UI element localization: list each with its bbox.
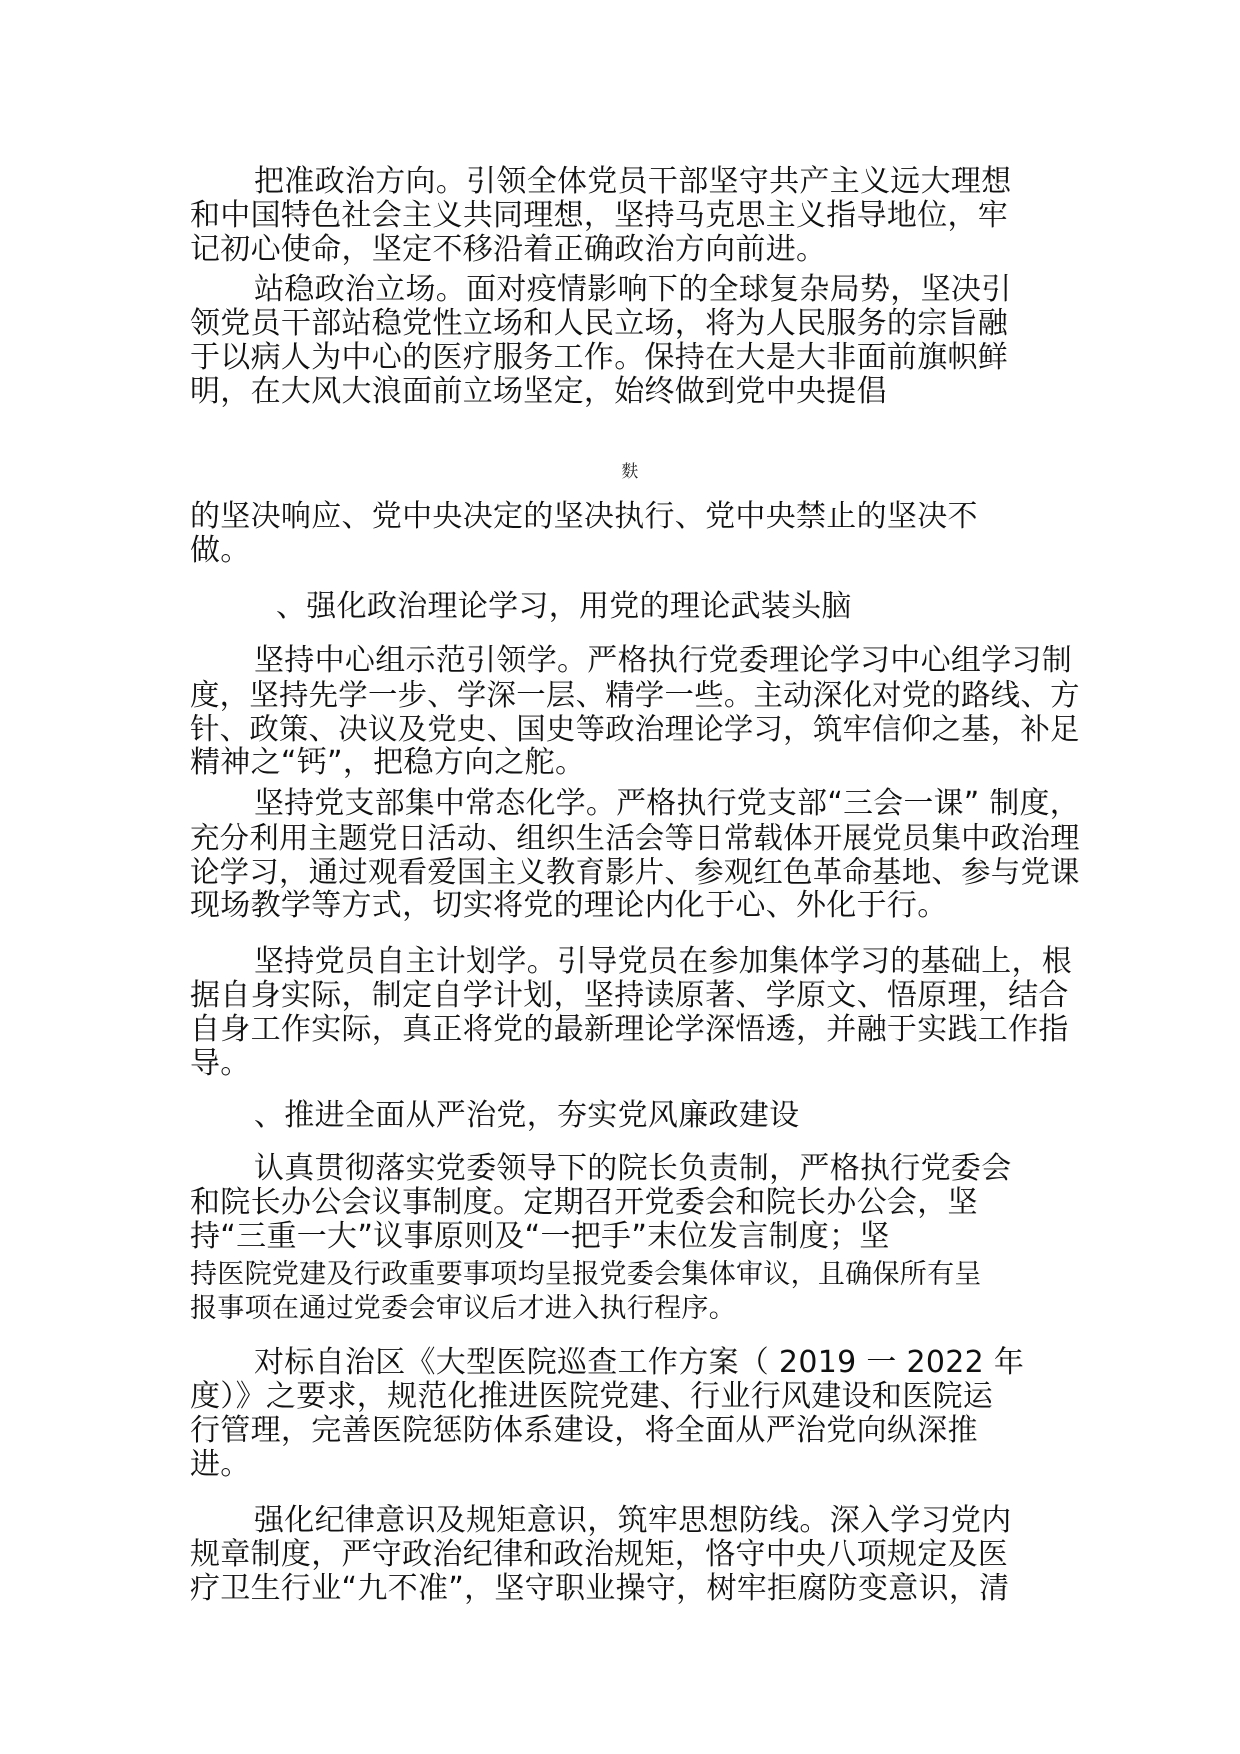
paragraph-line: 领党员干部站稳党性立场和人民立场，将为人民服务的宗旨融 (190, 306, 1009, 341)
paragraph-line: 于以病人为中心的医疗服务工作。保持在大是大非面前旗帜鲜 (190, 340, 1009, 375)
paragraph-line: 充分利用主题党日活动、组织生活会等日常载体开展党员集中政治理 (190, 821, 1080, 855)
paragraph-line: 和院长办公会议事制度。定期召开党委会和院长办公会，坚 (190, 1185, 978, 1220)
section-heading: 、推进全面从严治党，夯实党风廉政建设 (254, 1098, 800, 1133)
paragraph-line: 报事项在通过党委会审议后才进入执行程序。 (190, 1293, 736, 1324)
paragraph-line: 据自身实际，制定自学计划，坚持读原著、学原文、悟原理，结合 (190, 978, 1069, 1013)
paragraph-line: 论学习，通过观看爱国主义教育影片、参观红色革命基地、参与党课 (190, 855, 1080, 889)
paragraph-line: 的坚决响应、党中央决定的坚决执行、党中央禁止的坚决不 (190, 499, 978, 534)
paragraph-line: 记初心使命，坚定不移沿着正确政治方向前进。 (190, 232, 827, 267)
paragraph-line: 进。 (190, 1447, 251, 1482)
paragraph-line: 强化纪律意识及规矩意识，筑牢思想防线。深入学习党内 (254, 1503, 1012, 1538)
paragraph-line: 度）》之要求，规范化推进医院党建、行业行风建设和医院运 (190, 1379, 994, 1414)
paragraph-line: 坚持党支部集中常态化学。严格执行党支部“三会一课” 制度， (254, 786, 1080, 821)
paragraph-line: 度，坚持先学一步、学深一层、精学一些。主动深化对党的路线、方 (190, 678, 1080, 712)
paragraph-line: 自身工作实际，真正将党的最新理论学深悟透，并融于实践工作指 (190, 1012, 1069, 1047)
paragraph-line: 持“三重一大”议事原则及“一把手”末位发言制度；坚 (190, 1219, 890, 1254)
paragraph-line: 认真贯彻落实党委领导下的院长负责制，严格执行党委会 (254, 1151, 1012, 1186)
paragraph-line: 把准政治方向。引领全体党员干部坚守共产主义远大理想 (254, 164, 1012, 199)
paragraph-line: 精神之“钙”，把稳方向之舵。 (190, 745, 586, 780)
paragraph-line: 针、政策、决议及党史、国史等政治理论学习，筑牢信仰之基，补足 (190, 712, 1080, 746)
paragraph-line: 站稳政治立场。面对疫情影响下的全球复杂局势，坚决引 (254, 272, 1012, 307)
paragraph-line: 持医院党建及行政重要事项均呈报党委会集体审议，且确保所有呈 (190, 1259, 982, 1290)
paragraph-line: 坚持中心组示范引领学。严格执行党委理论学习中心组学习制 (254, 643, 1073, 678)
paragraph-line: 对标自治区《大型医院巡查工作方案（ 2019 一 2022 年 (254, 1345, 1025, 1380)
paragraph-line: 和中国特色社会主义共同理想，坚持马克思主义指导地位，牢 (190, 198, 1009, 233)
section-heading: 、强化政治理论学习，用党的理论武装头脑 (276, 589, 852, 624)
paragraph-line: 坚持党员自主计划学。引导党员在参加集体学习的基础上，根 (254, 944, 1073, 979)
paragraph-line: 明，在大风大浪面前立场坚定，始终做到党中央提倡 (190, 374, 887, 409)
paragraph-line: 现场教学等方式，切实将党的理论内化于心、外化于行。 (190, 888, 948, 923)
paragraph-line: 行管理，完善医院惩防体系建设，将全面从严治党向纵深推 (190, 1413, 978, 1448)
paragraph-line: 做。 (190, 533, 251, 568)
page-number: 麩 (621, 462, 639, 482)
paragraph-line: 导。 (190, 1046, 251, 1081)
paragraph-line: 疗卫生行业“九不准”，坚守职业操守，树牢拒腐防变意识，清 (190, 1571, 1010, 1606)
paragraph-line: 规章制度，严守政治纪律和政治规矩，恪守中央八项规定及医 (190, 1537, 1009, 1572)
